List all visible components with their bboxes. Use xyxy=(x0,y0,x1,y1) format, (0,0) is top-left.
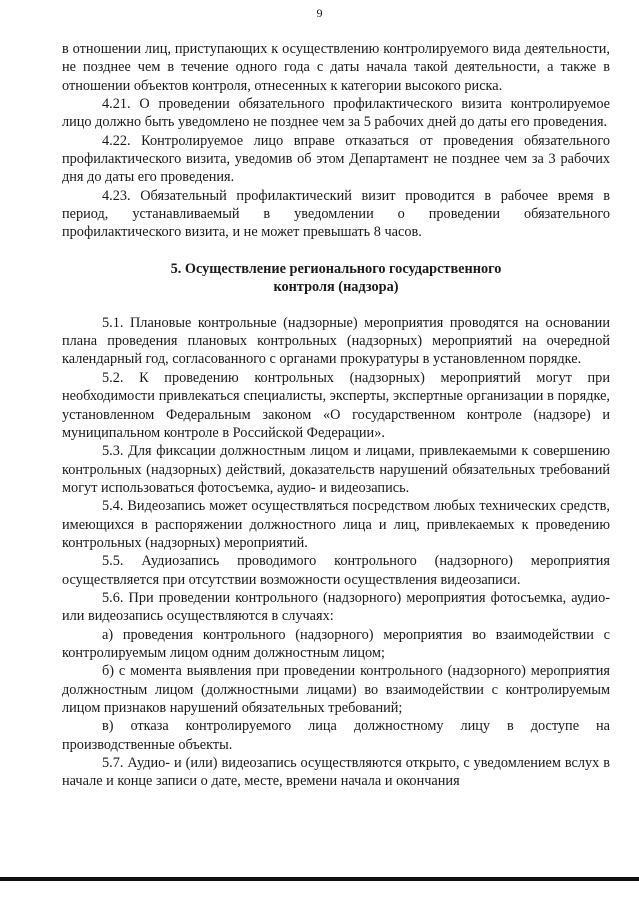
page-number: 9 xyxy=(316,6,323,20)
paragraph-continuation: в отношении лиц, приступающих к осуществлению контролируемого вида деятельности, не позднее чем в течение одного года с даты начала такой деятельности, а также в отношении объектов контроля, отнесенных к категории высокого риска. xyxy=(62,41,610,94)
paragraph-5-5: 5.5. Аудиозапись проводимого контрольного (надзорного) мероприятия осуществляется при отсутствии возможности осуществления видеозаписи. xyxy=(62,553,610,588)
section-heading-line-1: 5. Осуществление регионального государственного xyxy=(170,260,502,277)
list-item-a: а) проведения контрольного (надзорного) мероприятия во взаимодействии с контролируемым лицом одним должностным лицом; xyxy=(62,626,610,661)
paragraph-4-23: 4.23. Обязательный профилактический визит проводится в рабочее время в период, устанавливаемый в уведомлении о проведении обязательного профилактического визита, и не может превышать 8 часов. xyxy=(62,187,610,241)
list-item-v: в) отказа контролируемого лица должностному лицу в доступе на производственные объекты. xyxy=(62,718,610,753)
paragraph-5-6: 5.6. При проведении контрольного (надзорного) мероприятия фотосъемка, аудио- или видеозапись осуществляются в случаях: xyxy=(62,589,610,625)
paragraph-5-7: 5.7. Аудио- и (или) видеозапись осуществляются открыто, с уведомлением вслух в начале и конце записи о дате, месте, времени начала и окончания xyxy=(62,755,610,790)
paragraph-5-2: 5.2. К проведению контрольных (надзорных) мероприятий могут при необходимости привлекаться специалисты, эксперты, экспертные организации в порядке, установленном Федеральным законом «О государственном контроле (надзоре) и муниципальном контроле в Российской Федерации». xyxy=(62,369,610,441)
paragraph-5-4: 5.4. Видеозапись может осуществляться посредством любых технических средств, имеющихся в распоряжении должностного лица и лиц, привлекаемых к проведению контрольных (надзорных) мероприятий. xyxy=(62,498,610,551)
list-item-b: б) с момента выявления при проведении контрольного (надзорного) мероприятия должностным лицом (должностными лицами) во взаимодействии с контролируемым лицом признаков нарушений обязательных требований; xyxy=(62,663,610,716)
paragraph-5-1: 5.1. Плановые контрольные (надзорные) мероприятия проводятся на основании плана проведения плановых контрольных (надзорных) мероприятий на очередной календарный год, согласованного с органами прокуратуры в установленном порядке. xyxy=(62,314,610,368)
paragraph-4-21: 4.21. О проведении обязательного профилактического визита контролируемое лицо должно быть уведомлено не позднее чем за 5 рабочих дней до даты его проведения. xyxy=(62,96,610,131)
paragraph-4-22: 4.22. Контролируемое лицо вправе отказаться от проведения обязательного профилактического визита, уведомив об этом Департамент не позднее чем за 3 рабочих дня до даты его проведения. xyxy=(62,132,610,186)
section-heading-line-2: контроля (надзора) xyxy=(273,278,399,295)
paragraph-5-3: 5.3. Для фиксации должностным лицом и лицами, привлекаемыми к совершению контрольных (надзорных) действий, доказательств нарушений обязательных требований могут использоваться фотосъемка, аудио- и видеозапись. xyxy=(62,443,610,496)
bottom-border-line xyxy=(0,877,639,881)
document-body xyxy=(62,40,610,791)
section-heading xyxy=(62,260,610,296)
